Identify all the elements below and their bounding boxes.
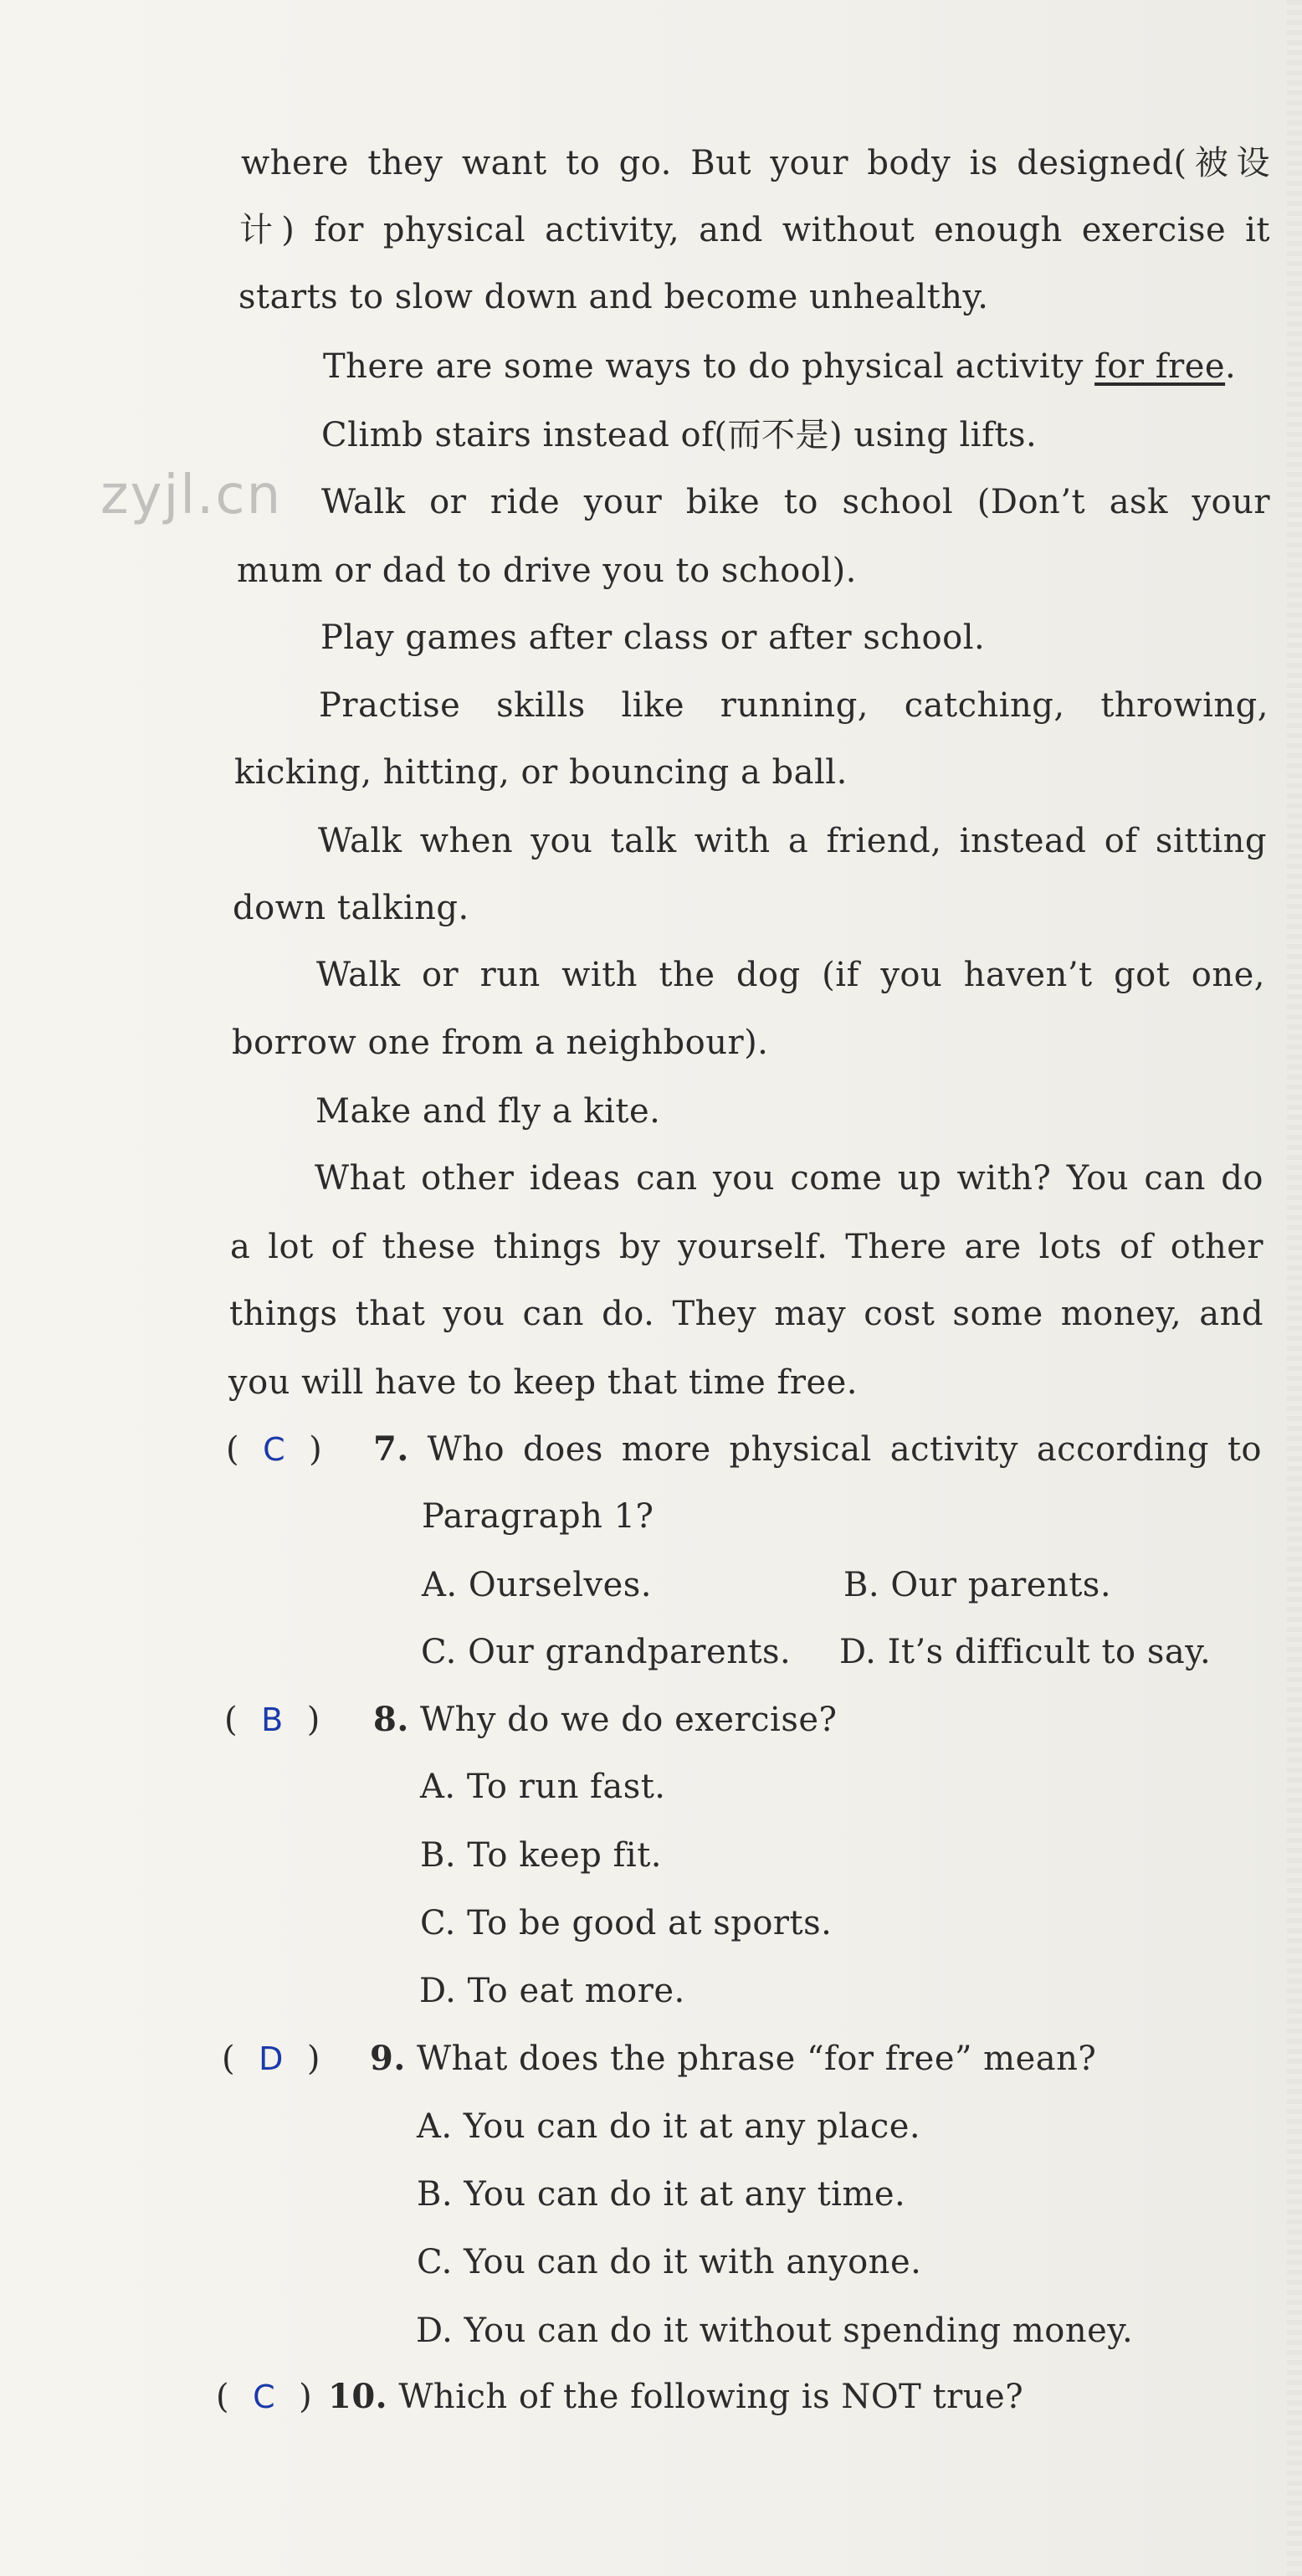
answer-parens: [224, 1695, 320, 1745]
paren-close: ): [306, 2040, 320, 2078]
option-b: B. To keep fit.: [420, 1836, 662, 1875]
passage-line: where they want to go. But your body is designed(被设: [241, 144, 1270, 182]
page-edge: [1287, 0, 1302, 2576]
question-stem: [373, 1695, 837, 1745]
answer-letter: D: [259, 2040, 284, 2077]
passage-line: borrow one from a neighbour).: [232, 1024, 769, 1062]
question-text: Who does more physical activity according to: [427, 1430, 1262, 1469]
option-b: B. Our parents.: [843, 1566, 1112, 1604]
question-stem: [328, 2372, 1023, 2422]
question-text: What does the phrase “for free” mean?: [416, 2040, 1097, 2078]
option-b: B. You can do it at any time.: [417, 2175, 906, 2214]
option-c: C. You can do it with anyone.: [417, 2243, 922, 2281]
passage-line: What other ideas can you come up with? You can do: [315, 1159, 1264, 1198]
passage-line: things that you can do. They may cost some money, and: [229, 1295, 1264, 1333]
option-d: D. To eat more.: [419, 1972, 685, 2010]
passage-line: Walk or ride your bike to school (Don’t ask your: [321, 483, 1270, 521]
paren-open: (: [222, 2040, 236, 2078]
passage-text: There are some ways to do physical activity: [323, 347, 1095, 386]
question-number: 8.: [373, 1700, 409, 1739]
option-a: A. To run fast.: [420, 1768, 666, 1806]
passage-line: Walk or run with the dog (if you haven’t got one,: [316, 956, 1265, 994]
passage-line: 计) for physical activity, and without enough exercise it: [239, 211, 1270, 249]
answer-parens: [226, 1424, 322, 1475]
question-text: Why do we do exercise?: [419, 1701, 838, 1739]
passage-line: down talking.: [233, 889, 469, 927]
option-d: D. It’s difficult to say.: [839, 1633, 1212, 1671]
paren-close: ): [306, 1701, 320, 1739]
option-c: C. To be good at sports.: [420, 1904, 833, 1942]
paren-open: (: [226, 1430, 240, 1469]
paren-open: (: [224, 1701, 238, 1739]
paren-close: ): [299, 2378, 313, 2416]
question-stem: [370, 2034, 1096, 2084]
option-a: A. You can do it at any place.: [417, 2107, 921, 2146]
answer-letter: C: [263, 1431, 286, 1468]
paren-close: ): [309, 1430, 323, 1469]
question-number: 7.: [373, 1429, 409, 1469]
answer-parens: [222, 2034, 320, 2084]
option-a: A. Ourselves.: [422, 1566, 652, 1604]
option-c: C. Our grandparents.: [421, 1633, 792, 1671]
question-number: 10.: [328, 2377, 388, 2416]
passage-line: Practise skills like running, catching, throwing,: [319, 686, 1269, 725]
passage-line: kicking, hitting, or bouncing a ball.: [234, 753, 848, 792]
answer-parens: [216, 2372, 312, 2422]
passage-line: you will have to keep that time free.: [228, 1363, 858, 1402]
passage-line: mum or dad to drive you to school).: [237, 552, 857, 590]
passage-line: Walk when you talk with a friend, instead of sitting: [318, 822, 1267, 860]
passage-line: starts to slow down and become unhealthy.: [238, 278, 989, 316]
question-number: 9.: [370, 2039, 406, 2078]
passage-text: .: [1225, 347, 1237, 386]
question-stem: [373, 1424, 1262, 1475]
passage-line: Climb stairs instead of(而不是) using lifts.: [321, 416, 1038, 454]
passage-line: a lot of these things by yourself. There are lots of other: [230, 1228, 1264, 1266]
passage-line: Play games after class or after school.: [320, 618, 986, 657]
question-text-cont: Paragraph 1?: [422, 1497, 654, 1536]
underlined-phrase: for free: [1094, 347, 1226, 386]
passage-line: Make and fly a kite.: [315, 1092, 661, 1131]
passage-line: [323, 341, 1236, 392]
question-text: Which of the following is NOT true?: [398, 2378, 1024, 2416]
answer-letter: C: [253, 2378, 276, 2415]
answer-letter: B: [261, 1701, 284, 1738]
paren-open: (: [216, 2378, 230, 2416]
watermark-logo: zyjl.cn: [100, 464, 283, 526]
option-d: D. You can do it without spending money.: [416, 2312, 1134, 2350]
